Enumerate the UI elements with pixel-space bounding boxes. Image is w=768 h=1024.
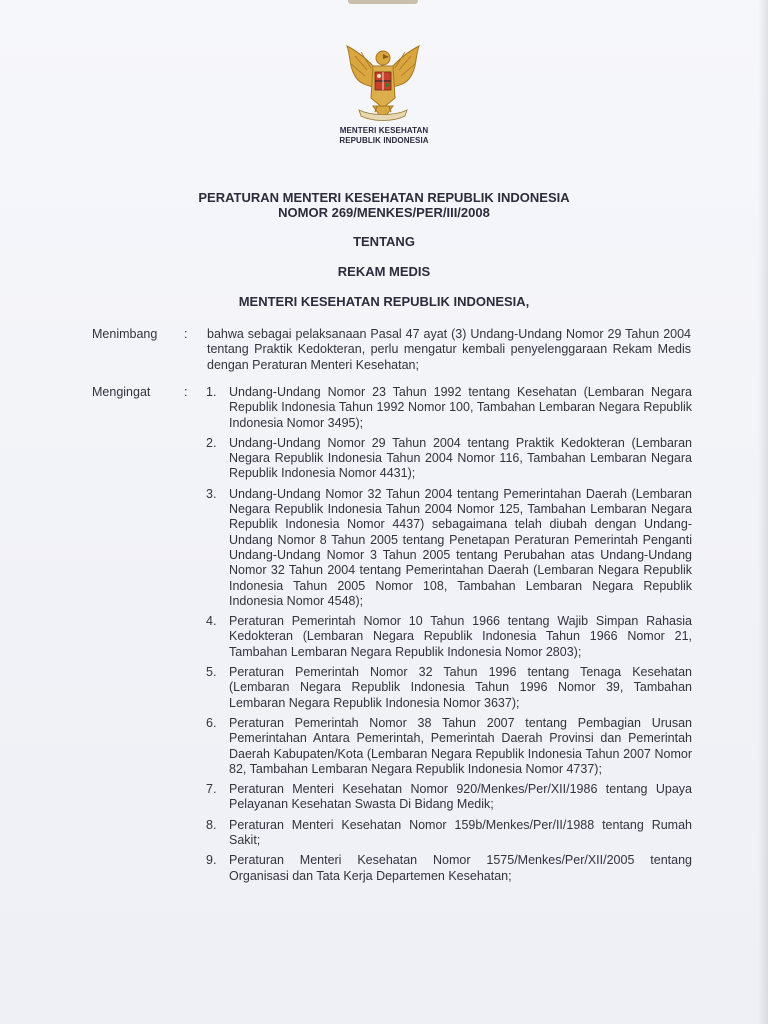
mengingat-item [204,487,692,609]
item-number: 8. [206,817,217,832]
item-text: Undang-Undang Nomor 29 Tahun 2004 tentang Praktik Kedokteran (Lembaran Negara Republik Indonesia Tahun 2004 Nomor 116, Tambahan Lembaran Negara Republik Indonesia Nomor 4431); [229,435,692,481]
top-edge-mark [348,0,418,4]
item-number: 5. [206,665,217,680]
item-number: 3. [206,486,217,501]
mengingat-item [204,614,692,660]
regulation-title-line-2: NOMOR 269/MENKES/PER/III/2008 [278,205,490,220]
item-number: 1. [206,385,217,399]
item-number: 4. [206,614,217,629]
item-number: 6. [206,715,217,730]
mengingat-item [204,782,692,813]
garuda-emblem-icon [333,36,433,126]
item-number: 2. [206,435,217,450]
mengingat-list [204,385,692,889]
ministry-letterhead [284,126,484,146]
item-text: Peraturan Pemerintah Nomor 10 Tahun 1966 tentang Wajib Simpan Rahasia Kedokteran (Lembaran Negara Republik Indonesia Tahun 1966 Nomor 21, Tambahan Lembaran Negara Republik Indonesia Nomor 2803); [229,614,692,659]
ministry-line-2: REPUBLIK INDONESIA [339,136,429,145]
subject-heading: REKAM MEDIS [337,264,431,279]
item-text: Peraturan Pemerintah Nomor 32 Tahun 1996 tentang Tenaga Kesehatan (Lembaran Negara Republik Indonesia Tahun 1996 Nomor 39, Tambahan Lembaran Negara Republik Indonesia Nomor 3637); [229,665,692,710]
item-text: Peraturan Pemerintah Nomor 38 Tahun 2007 tentang Pembagian Urusan Pemerintahan Antara Pemerintah, Pemerintah Daerah Provinsi dan Pemerintah Daerah Kabupaten/Kota (Lembaran Negara Republik Indonesia Tahun 2007 Nomor 82, Tambahan Lembaran Negara Republik Indonesia Nomor 4737); [229,715,692,776]
item-text: Peraturan Menteri Kesehatan Nomor 159b/Menkes/Per/II/1988 tentang Rumah Sakit; [229,817,692,848]
mengingat-label: Mengingat [92,385,151,399]
mengingat-item [204,385,692,431]
minister-heading: MENTERI KESEHATAN REPUBLIK INDONESIA, [238,294,530,309]
mengingat-item [204,436,692,482]
regulation-title-line-1: PERATURAN MENTERI KESEHATAN REPUBLIK INDONESIA [198,190,570,205]
item-text: Peraturan Menteri Kesehatan Nomor 1575/Menkes/Per/XII/2005 tentang Organisasi dan Tata Kerja Departemen Kesehatan; [229,853,692,883]
regulation-title [84,190,684,220]
menimbang-label: Menimbang [92,327,158,341]
page-edge-shadow [758,0,768,1024]
mengingat-item [204,716,692,777]
item-number: 7. [206,782,217,797]
ministry-line-1: MENTERI KESEHATAN [339,126,429,135]
item-number: 9. [206,853,217,868]
mengingat-colon: : [184,385,188,399]
mengingat-item [204,853,692,884]
menimbang-text: bahwa sebagai pelaksanaan Pasal 47 ayat (3) Undang-Undang Nomor 29 Tahun 2004 tentang Praktik Kedokteran, perlu mengatur kembali penyelenggaraan Rekam Medis dengan Peraturan Menteri Kesehatan; [207,327,691,372]
menimbang-colon: : [184,327,188,341]
mengingat-item [204,665,692,711]
tentang-heading: TENTANG [353,234,415,249]
item-text: Undang-Undang Nomor 23 Tahun 1992 tentang Kesehatan (Lembaran Negara Republik Indonesia Tahun 1992 Nomor 100, Tambahan Lembaran Negara Republik Indonesia Nomor 3495); [229,385,692,430]
item-text: Peraturan Menteri Kesehatan Nomor 920/Menkes/Per/XII/1986 tentang Upaya Pelayanan Kesehatan Swasta Di Bidang Medik; [229,782,692,812]
mengingat-item [204,818,692,849]
item-text: Undang-Undang Nomor 32 Tahun 2004 tentang Pemerintahan Daerah (Lembaran Negara Republik Indonesia Tahun 2004 Nomor 125, Tambahan Lembaran Negara Republik Indonesia Nomor 4437) sebagaimana telah diubah dengan Undang-Undang Nomor 8 Tahun 2005 tentang Penetapan Peraturan Pemerintah Penganti Undang-Undang Nomor 3 Tahun 2005 tentang Perubahan atas Undang-Undang Nomor 32 Tahun 2004 tentang Pemerintahan Daerah (Lembaran Negara Republik Indonesia Tahun 2005 Nomor 108, Tambahan Lembaran Negara Republik Indonesia Nomor 4548); [229,486,692,608]
